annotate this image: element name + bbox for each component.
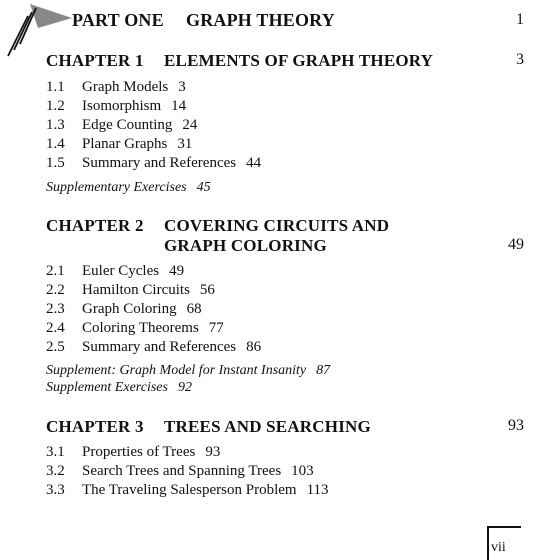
toc-section-2-5: 2.5 Summary and References 86 bbox=[46, 339, 262, 355]
chapter-2-title-line-2: GRAPH COLORING bbox=[164, 236, 327, 255]
chapter-3-page: 93 bbox=[508, 417, 524, 434]
chapter-1-page: 3 bbox=[516, 51, 524, 68]
toc-supplement-2-1: Supplement: Graph Model for Instant Insanity 87 bbox=[46, 363, 331, 378]
page-number: vii bbox=[491, 540, 506, 555]
toc-section-2-2: 2.2 Hamilton Circuits 56 bbox=[46, 282, 215, 298]
part-label: PART ONE bbox=[72, 10, 164, 30]
toc-section-1-4: 1.4 Planar Graphs 31 bbox=[46, 136, 193, 152]
toc-section-1-1: 1.1 Graph Models 3 bbox=[46, 79, 186, 95]
chapter-1-label: CHAPTER 1 bbox=[46, 51, 144, 70]
toc-section-2-4: 2.4 Coloring Theorems 77 bbox=[46, 320, 224, 336]
chapter-1-title: ELEMENTS OF GRAPH THEORY bbox=[164, 51, 434, 70]
toc-section-2-3: 2.3 Graph Coloring 68 bbox=[46, 301, 202, 317]
toc-section-3-1: 3.1 Properties of Trees 93 bbox=[46, 444, 221, 460]
toc-supplement-1-1: Supplementary Exercises 45 bbox=[46, 180, 211, 195]
chapter-3-title: TREES AND SEARCHING bbox=[164, 417, 371, 436]
chapter-3-label: CHAPTER 3 bbox=[46, 417, 144, 436]
toc-section-2-1: 2.1 Euler Cycles 49 bbox=[46, 263, 185, 279]
part-page: 1 bbox=[516, 11, 524, 28]
toc-section-1-5: 1.5 Summary and References 44 bbox=[46, 155, 262, 171]
chapter-2-page: 49 bbox=[508, 236, 524, 253]
toc-section-3-2: 3.2 Search Trees and Spanning Trees 103 bbox=[46, 463, 314, 479]
toc-section-1-2: 1.2 Isomorphism 14 bbox=[46, 98, 187, 114]
chapter-2-label: CHAPTER 2 bbox=[46, 216, 144, 235]
part-title: GRAPH THEORY bbox=[186, 10, 335, 30]
chapter-2-title-line-1: COVERING CIRCUITS AND bbox=[164, 216, 390, 235]
toc-section-1-3: 1.3 Edge Counting 24 bbox=[46, 117, 198, 133]
toc-supplement-2-2: Supplement Exercises 92 bbox=[46, 380, 192, 395]
toc-section-3-3: 3.3 The Traveling Salesperson Problem 113 bbox=[46, 482, 329, 498]
